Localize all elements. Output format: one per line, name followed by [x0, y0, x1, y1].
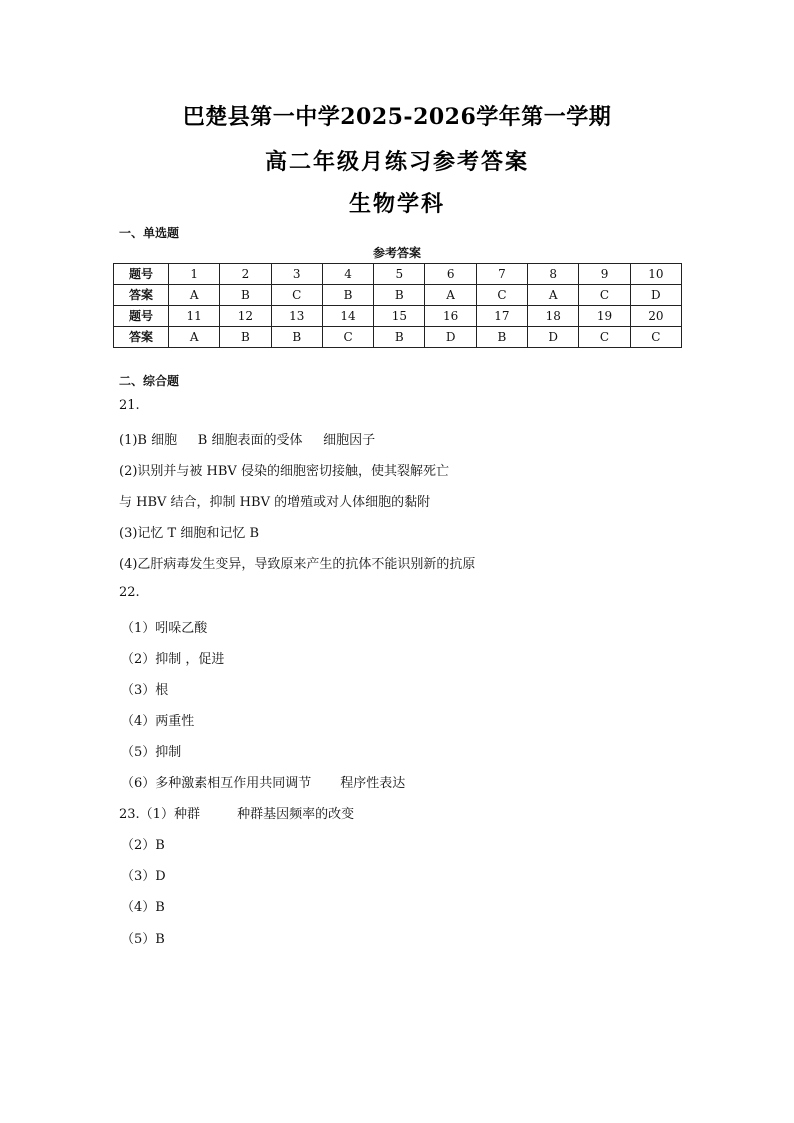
- question-number: 5: [374, 264, 425, 285]
- question-number: 19: [579, 306, 630, 327]
- answer-cell: A: [528, 285, 579, 306]
- section-heading-comprehensive: 二、综合题: [119, 374, 180, 388]
- school-term-title: 巴楚县第一中学2025-2026学年第一学期: [182, 104, 612, 130]
- answer-line-21-2b: 与 HBV 结合，抑制 HBV 的增殖或对人体细胞的黏附: [119, 495, 431, 510]
- row-label-question: 题号: [114, 264, 169, 285]
- answer-cell: A: [169, 327, 220, 348]
- question-number: 4: [322, 264, 373, 285]
- answer-cell: C: [579, 285, 630, 306]
- answer-line-21-1: (1)B 细胞 B 细胞表面的受体 细胞因子: [119, 433, 376, 448]
- answer-line-21-3: (3)记忆 T 细胞和记忆 B: [119, 526, 260, 541]
- answer-line-21-4: (4)乙肝病毒发生变异，导致原来产生的抗体不能识别新的抗原: [119, 557, 476, 572]
- question-number: 6: [425, 264, 476, 285]
- question-number: 2: [220, 264, 271, 285]
- answer-line-23-5: （5）B: [121, 932, 165, 947]
- answer-cell: C: [271, 285, 322, 306]
- question-number: 17: [476, 306, 527, 327]
- answer-cell: D: [528, 327, 579, 348]
- answer-cell: D: [425, 327, 476, 348]
- table-row-answers-11-20: [114, 327, 682, 348]
- question-number: 14: [322, 306, 373, 327]
- answer-cell: D: [630, 285, 681, 306]
- question-number: 10: [630, 264, 681, 285]
- row-label-answer: 答案: [114, 285, 169, 306]
- table-row-questions-11-20: [114, 306, 682, 327]
- answer-line-22-2: （2）抑制 ，促进: [121, 652, 225, 667]
- table-caption: 参考答案: [372, 246, 421, 260]
- answer-cell: B: [322, 285, 373, 306]
- question-number: 9: [579, 264, 630, 285]
- answer-cell: B: [271, 327, 322, 348]
- answer-line-22-5: （5）抑制: [121, 745, 182, 760]
- table-row-answers-1-10: [114, 285, 682, 306]
- answer-cell: C: [322, 327, 373, 348]
- question-number: 18: [528, 306, 579, 327]
- answer-line-22-6: （6）多种激素相互作用共同调节 程序性表达: [121, 776, 406, 791]
- answer-cell: B: [374, 285, 425, 306]
- answer-cell: A: [425, 285, 476, 306]
- answer-cell: A: [169, 285, 220, 306]
- answer-line-22-3: （3）根: [121, 683, 169, 698]
- answer-cell: C: [476, 285, 527, 306]
- answer-table: [113, 263, 682, 348]
- answer-line-23-3: （3）D: [121, 869, 166, 884]
- answer-line-22-1: （1）吲哚乙酸: [121, 621, 208, 636]
- answer-cell: B: [220, 285, 271, 306]
- row-label-answer: 答案: [114, 327, 169, 348]
- question-number: 12: [220, 306, 271, 327]
- answer-cell: B: [220, 327, 271, 348]
- answer-cell: B: [476, 327, 527, 348]
- question-number-22: 22.: [119, 585, 140, 600]
- question-number: 16: [425, 306, 476, 327]
- question-number: 20: [630, 306, 681, 327]
- question-number: 15: [374, 306, 425, 327]
- answer-cell: C: [630, 327, 681, 348]
- question-number: 7: [476, 264, 527, 285]
- answer-line-23-4: （4）B: [121, 900, 165, 915]
- table-row-questions-1-10: [114, 264, 682, 285]
- answer-line-21-2a: (2)识别并与被 HBV 侵染的细胞密切接触，使其裂解死亡: [119, 464, 449, 479]
- question-number: 8: [528, 264, 579, 285]
- question-number: 1: [169, 264, 220, 285]
- subject-title: 生物学科: [348, 191, 445, 217]
- answer-cell: C: [579, 327, 630, 348]
- answer-line-23-2: （2）B: [121, 838, 165, 853]
- answer-cell: B: [374, 327, 425, 348]
- answer-line-23-1: 23.（1）种群 种群基因频率的改变: [119, 807, 355, 822]
- answer-line-22-4: （4）两重性: [121, 714, 195, 729]
- question-number: 3: [271, 264, 322, 285]
- question-number: 11: [169, 306, 220, 327]
- exam-title: 高二年级月练习参考答案: [264, 149, 529, 175]
- question-number-21: 21.: [119, 398, 140, 413]
- row-label-question: 题号: [114, 306, 169, 327]
- section-heading-single-choice: 一、单选题: [119, 226, 180, 240]
- question-number: 13: [271, 306, 322, 327]
